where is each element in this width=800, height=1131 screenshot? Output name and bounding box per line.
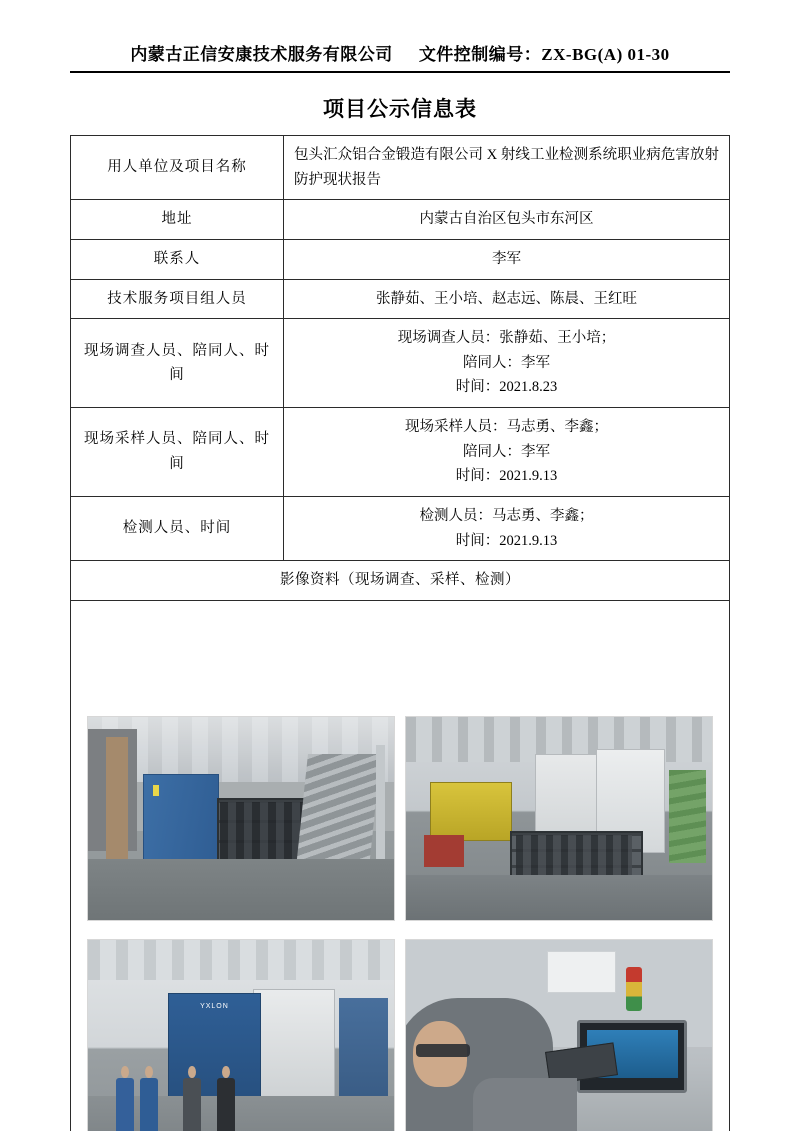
stairs <box>296 754 381 868</box>
project-info-table <box>70 135 730 1131</box>
row-value-line: 现场调查人员：张静茹、王小培； <box>397 330 616 347</box>
table-row <box>71 200 730 240</box>
document-control-number: 文件控制编号：ZX-BG(A) 01-30 <box>418 45 670 64</box>
table-row <box>71 408 730 497</box>
technician-arm <box>473 1078 577 1131</box>
rack-parts <box>516 835 632 876</box>
photo-workshop-blue-cabinet <box>87 716 395 921</box>
yxlon-cabinet <box>168 993 262 1102</box>
row-value-line: 陪同人：李军 <box>463 443 550 460</box>
document-header <box>70 40 730 73</box>
signal-tower-light <box>626 967 641 1012</box>
media-section-header: 影像资料（现场调查、采样、检测） <box>71 561 730 601</box>
support-column <box>106 737 127 871</box>
photo-workshop-yellow-machine <box>405 716 713 921</box>
row-label: 技术服务项目组人员 <box>71 279 284 319</box>
blue-panel-right <box>339 998 388 1096</box>
photo-yxlon-inspection-machine <box>87 939 395 1131</box>
worker-figure <box>217 1078 235 1131</box>
safety-glasses <box>416 1044 470 1057</box>
table-row <box>71 319 730 408</box>
table-row <box>71 497 730 561</box>
table-row-media <box>71 600 730 1131</box>
row-value-line: 时间：2021.8.23 <box>455 379 558 396</box>
white-enclosure <box>253 989 335 1103</box>
row-value: 包头汇众铝合金锻造有限公司 X 射线工业检测系统职业病危害放射防护现状报告 <box>284 136 730 200</box>
worker-figure <box>183 1078 201 1131</box>
worker-figure <box>116 1078 134 1131</box>
table-row-media-header <box>71 561 730 601</box>
document-sheet <box>70 40 730 1131</box>
table-row <box>71 239 730 279</box>
company-name: 内蒙古正信安康技术服务有限公司 <box>130 45 393 64</box>
table-row <box>71 136 730 200</box>
floor <box>88 859 394 920</box>
row-value-line: 陪同人：李军 <box>463 354 550 371</box>
row-value-line: 检测人员：马志勇、李鑫； <box>419 508 594 525</box>
row-value: 张静茹、王小培、赵志远、陈晨、王红旺 <box>284 279 730 319</box>
row-value <box>284 319 730 408</box>
row-label: 现场采样人员、陪同人、时间 <box>71 408 284 497</box>
photo-grid <box>77 702 723 1131</box>
floor <box>406 875 712 920</box>
row-label: 现场调查人员、陪同人、时间 <box>71 319 284 408</box>
row-value <box>284 497 730 561</box>
roof-structure <box>88 940 394 980</box>
worker-figure <box>140 1078 158 1131</box>
yellow-machine <box>430 782 512 841</box>
row-value <box>284 408 730 497</box>
row-label: 地址 <box>71 200 284 240</box>
row-value-line: 现场采样人员：马志勇、李鑫； <box>405 419 608 436</box>
red-equipment-box <box>424 835 464 867</box>
handrail <box>376 745 385 871</box>
page-title: 项目公示信息表 <box>323 97 477 121</box>
photo-technician-measuring <box>405 939 713 1131</box>
row-value: 李军 <box>284 239 730 279</box>
row-label: 检测人员、时间 <box>71 497 284 561</box>
media-section-body <box>71 600 730 1131</box>
row-value-line: 时间：2021.9.13 <box>455 468 558 485</box>
table-row <box>71 279 730 319</box>
green-railing <box>669 770 706 863</box>
floor <box>88 1096 394 1131</box>
wall-poster <box>547 951 616 993</box>
row-label: 用人单位及项目名称 <box>71 136 284 200</box>
row-value-line: 时间：2021.9.13 <box>455 532 558 549</box>
row-value: 内蒙古自治区包头市东河区 <box>284 200 730 240</box>
row-label: 联系人 <box>71 239 284 279</box>
